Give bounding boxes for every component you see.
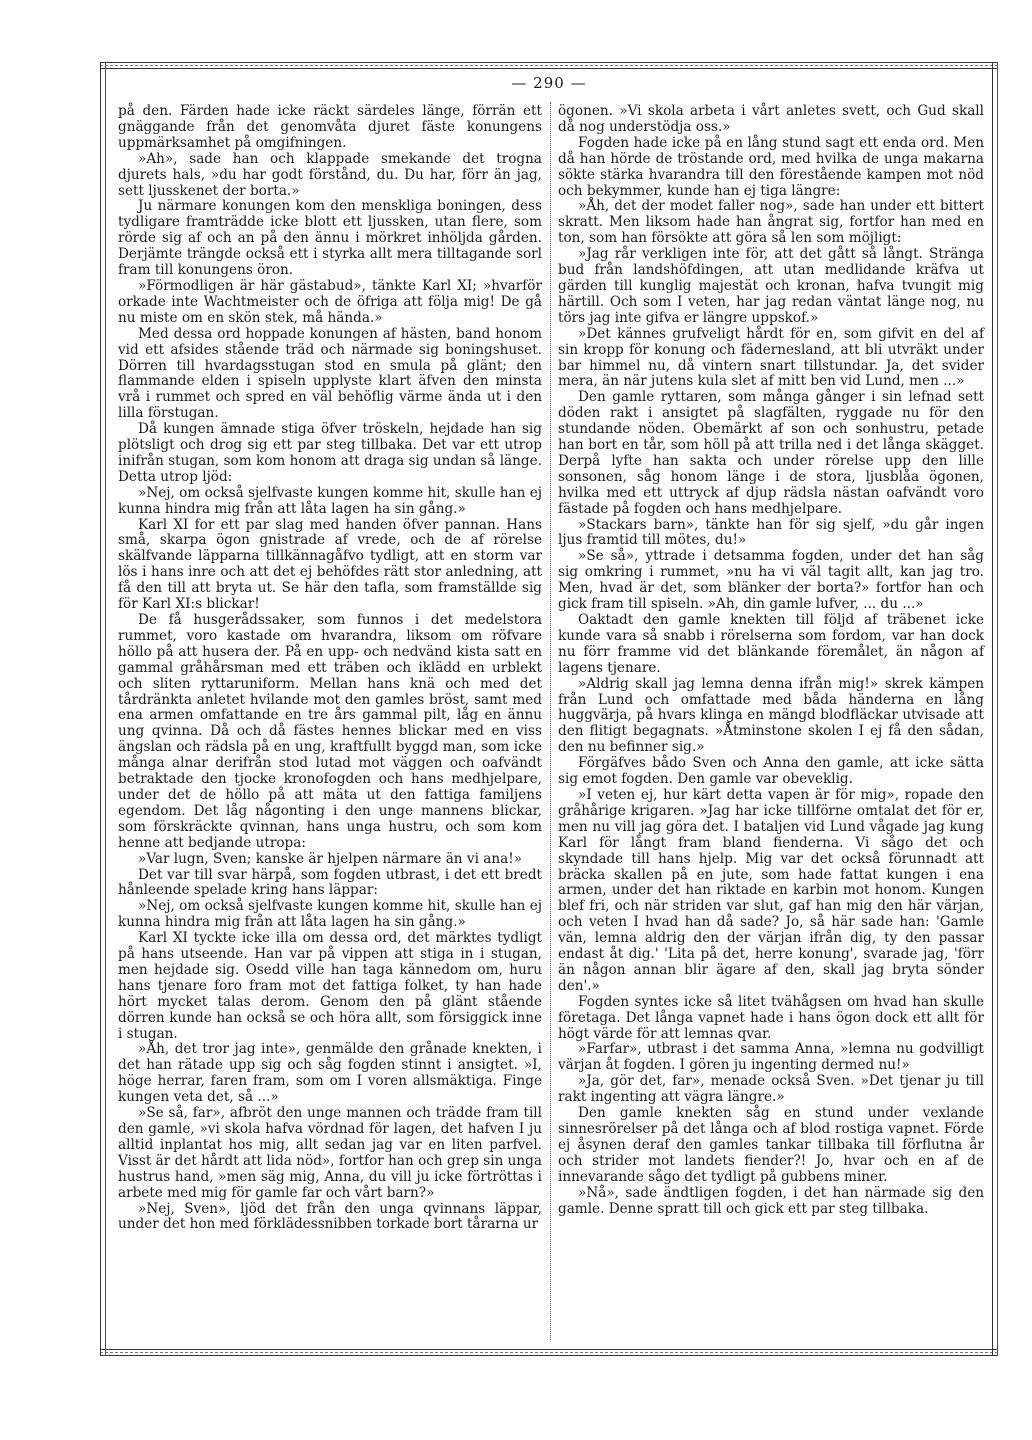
paragraph: Det var till svar härpå, som fogden utbrast, i det ett bredt hånleende spelade kring hans läppar:: [118, 866, 542, 899]
paragraph: »I veten ej, hur kärt detta vapen är för mig», ropade den gråhårige krigaren. »Jag har icke tillförne omtalat det för er, men nu vill jag göra det. I bataljen vid Lund vågade jag kung Karl för långt fram bland fienderna. Vi sågo det och skyndade till hans hjelp. Mig var det också förunnadt att bräcka skallen på en jute, som hade fattat kungen i ena armen, under det han riktade en karbin mot honom. Kungen blef fri, och när striden var slut, gaf han mig den här värjan, och veten I hvad han då sade? Jo, så här sade han: 'Gamle vän, lemna aldrig den der värjan ifrån dig, ty den passar endast åt dig.' 'Lita på det, herre konung', svarade jag, 'förr än någon annan blir ägare af den, skall jag bryta sönder den'.»: [558, 786, 984, 994]
paragraph: De få husgerådssaker, som funnos i det medelstora rummet, voro kastade om hvarandra, liksom om röfvare höllo på att husera der. På en upp- och nedvänd kista satt en gammal gråhårsman med ett träben och iklädd en urblekt och sliten ryttaruniform. Mellan hans knä och med det tårdränkta anletet hvilande mot den gamles bröst, samt med ena armen omfattande en tre års gammal pilt, låg en ännu ung qvinna. Då och då fästes hennes blickar med en viss ängslan och rädsla på en ung, kraftfullt byggd man, som icke många alnar derifrån stod lutad mot väggen och oafvändt betraktade den tjocke kronofogden och hans medhjelpare, under det de höllo på att mäta ut den fattiga familjens egendom. Det låg någonting i den unge mannens blickar, som förskräckte qvinnan, hans unga hustru, och som kom henne att bedjande utropa:: [118, 612, 542, 851]
paragraph: Fogden hade icke på en lång stund sagt ett enda ord. Men då han hörde de tröstande ord, med hvilka de unga makarna sökte stärka hvarandra till den förestående kampen mot nöd och bekymmer, kunde han ej tiga längre:: [558, 134, 984, 199]
paragraph: ögonen. »Vi skola arbeta i vårt anletes svett, och Gud skall då nog understödja oss.»: [558, 103, 984, 135]
paragraph: Oaktadt den gamle knekten till följd af träbenet icke kunde vara så snabb i rörelserna som fordom, var han dock nu förr framme vid det blänkande föremålet, än någon af lagens tjenare.: [558, 612, 984, 676]
paragraph: Karl XI tyckte icke illa om dessa ord, det märktes tydligt på hans utseende. Han var på vippen att stiga in i stugan, men hejdade sig. Osedd ville han taga kännedom om, huru hans tjenare foro fram mot det fattiga folket, ty han hade hört mycket talas derom. Genom den på glänt stående dörren kunde han också se och höra allt, som försiggick inne i stugan.: [118, 930, 542, 1042]
paragraph: »Ja, gör det, far», menade också Sven. »Det tjenar ju till rakt ingenting att vägra längre.»: [558, 1073, 984, 1106]
paragraph: Fogden syntes icke så litet tvähågsen om hvad han skulle företaga. Det långa vapnet hade i hans ögon dock ett allt för högt värde för att lemnas qvar.: [558, 993, 984, 1042]
top-border-rule: [100, 62, 998, 69]
paragraph: »Ah», sade han och klappade smekande det trogna djurets hals, »du har godt förstånd, du. Du har, förr än jag, sett ljusskenet der borta.»: [118, 150, 542, 199]
paragraph: Den gamle knekten såg en stund under vexlande sinnesrörelser på det långa och af blod rostiga vapnet. Förde ej åsynen deraf den gamles tankar tillbaka till förflutna år och strider mot landets fiender?! Jo, hvar och en af de innevarande sågo det tydligt på gubbens miner.: [558, 1105, 984, 1185]
paragraph: »Stackars barn», tänkte han för sig sjelf, »du går ingen ljus framtid till mötes, du!»: [558, 516, 984, 549]
paragraph: »Nej, om också sjelfvaste kungen komme hit, skulle han ej kunna hindra mig från att låta lagen ha sin gång.»: [118, 484, 542, 517]
paragraph: Den gamle ryttaren, som många gånger i sin lefnad sett döden rakt i ansigtet på slagfälten, ryggade nu för den stundande nöden. Obemärkt af son och sonhustru, petade han bort en tår, som höll på att trilla ned i det långa skägget. Derpå lyfte han sakta och under rörelse upp den lille sonsonen, såg honom länge i de stora, ljusblåa ögonen, hvilka med ett uttryck af djup rädsla nästan oafvändt voro fästade på fogden och hans medhjelpare.: [558, 389, 984, 517]
paragraph: »Farfar», utbrast i det samma Anna, »lemna nu godvilligt värjan åt fogden. I gören ju ingenting dermed nu!»: [558, 1041, 984, 1074]
paragraph: Karl XI for ett par slag med handen öfver pannan. Hans små, skarpa ögon gnistrade af vrede, och de af rörelse skälfvande läpparna tillkännagåfvo tydligt, att en storm var lös i hans inre och att det ej behöfdes rätt stor anledning, att få den till att bryta ut. Se här den tafla, som framställde sig för Karl XI:s blickar!: [118, 516, 542, 613]
column-divider: [550, 102, 551, 1340]
paragraph: »Se så, far», afbröt den unge mannen och trädde fram till den gamle, »vi skola hafva vördnad för lagen, det hafven I ju alltid inplantat hos mig, allt sedan jag var en liten parfvel. Visst är det hårdt att lida nöd», fortfor han och grep sin unga hustrus hand, »men säg mig, Anna, du vill ju icke förtröttas i arbete med mig för gamle far och vårt barn?»: [118, 1105, 542, 1201]
paragraph: »Nej, Sven», ljöd det från den unga qvinnans läppar, under det hon med förklädessnibben torkade bort tårarna ur: [118, 1200, 542, 1233]
bottom-border-rule: [100, 1349, 998, 1356]
paragraph: »Det kännes grufveligt hårdt för en, som gifvit en del af sin kropp för konung och fädernesland, att bli utvräkt under bar himmel nu, då vintern snart tillstundar. Ja, det svider mera, än när jutens kula slet af mitt ben vid Lund, men ...»: [558, 325, 984, 390]
page-frame: [100, 62, 998, 1356]
page-number: — 290 —: [511, 74, 587, 92]
paragraph: på den. Färden hade icke räckt särdeles länge, förrän ett gnäggande från det genomvåta djuret fäste konungens uppmärksamhet på omgifningen.: [118, 103, 542, 151]
paragraph: »Se så», yttrade i detsamma fogden, under det han såg sig omkring i rummet, »nu ha vi väl tagit allt, kan jag tro. Men, hvad är det, som blänker der borta?» fortfor han och gick fram till spiseln. »Ah, din gamle lufver, ... du ...»: [558, 548, 984, 613]
left-border-rule: [100, 62, 106, 1356]
paragraph: »Förmodligen är här gästabud», tänkte Karl XI; »hvarför orkade inte Wachtmeister och de öfriga att följa mig! De gå nu miste om en skön stek, må hända.»: [118, 277, 542, 326]
paragraph: Med dessa ord hoppade konungen af hästen, band honom vid ett afsides stående träd och närmade sig boningshuset. Dörren till hvardagsstugan stod en smula på glänt; den flammande elden i spiseln upplyste klart äfven den minsta vrå i rummet och spred en väl behöflig värme ända ut i den lilla förstugan.: [118, 325, 542, 422]
paragraph: »Jag rår verkligen inte för, att det gått så långt. Stränga bud från landshöfdingen, att utan medlidande kräfva ut gärden till kunglig majestät och kronan, hafva tvungit mig härtill. Och som I veten, har jag redan väntat länge nog, nu törs jag inte gifva er längre uppskof.»: [558, 246, 984, 326]
paragraph: »Nej, om också sjelfvaste kungen komme hit, skulle han ej kunna hindra mig från att låta lagen ha sin gång.»: [118, 898, 542, 931]
paragraph: »Aldrig skall jag lemna denna ifrån mig!» skrek kämpen från Lund och omfattade med båda händerna en lång huggvärja, på hvars klinga en mängd blodfläckar utvisade att den flitigt begagnats. »Åtminstone skolen I ej få den sådan, den nu befinner sig.»: [558, 675, 984, 756]
paragraph: »Åh, det tror jag inte», genmälde den grånade knekten, i det han rätade upp sig och såg fogden stinnt i ansigtet. »I, höge herrar, faren fram, som om I voren allsmäktiga. Finge kungen veta det, så ...»: [118, 1041, 542, 1106]
paragraph: »Åh, det der modet faller nog», sade han under ett bittert skratt. Men liksom hade han ångrat sig, fortfor han med en ton, som han försökte att göra så len som möjligt:: [558, 198, 984, 247]
right-column: [558, 104, 984, 1217]
paragraph: Då kungen ämnade stiga öfver tröskeln, hejdade han sig plötsligt och drog sig ett par steg tillbaka. Det var ett utrop inifrån stugan, som kom honom att draga sig undan så länge. Detta utrop ljöd:: [118, 421, 542, 485]
paragraph: Ju närmare konungen kom den menskliga boningen, dess tydligare framträdde icke blott ett ljussken, utan flere, som rörde sig af och an på den ännu i mörkret inhöljda gården. Derjämte trängde också ett i styrka allt mera tilltagande sorl fram till konungens öron.: [118, 198, 542, 279]
left-column: [118, 104, 542, 1233]
paragraph: Förgäfves bådo Sven och Anna den gamle, att icke sätta sig emot fogden. Den gamle var obeveklig.: [558, 755, 984, 788]
paragraph: »Nå», sade ändtligen fogden, i det han närmade sig den gamle. Denne spratt till och gick ett par steg tillbaka.: [558, 1184, 984, 1217]
right-border-rule: [992, 62, 998, 1356]
paragraph: »Var lugn, Sven; kanske är hjelpen närmare än vi ana!»: [138, 850, 522, 867]
